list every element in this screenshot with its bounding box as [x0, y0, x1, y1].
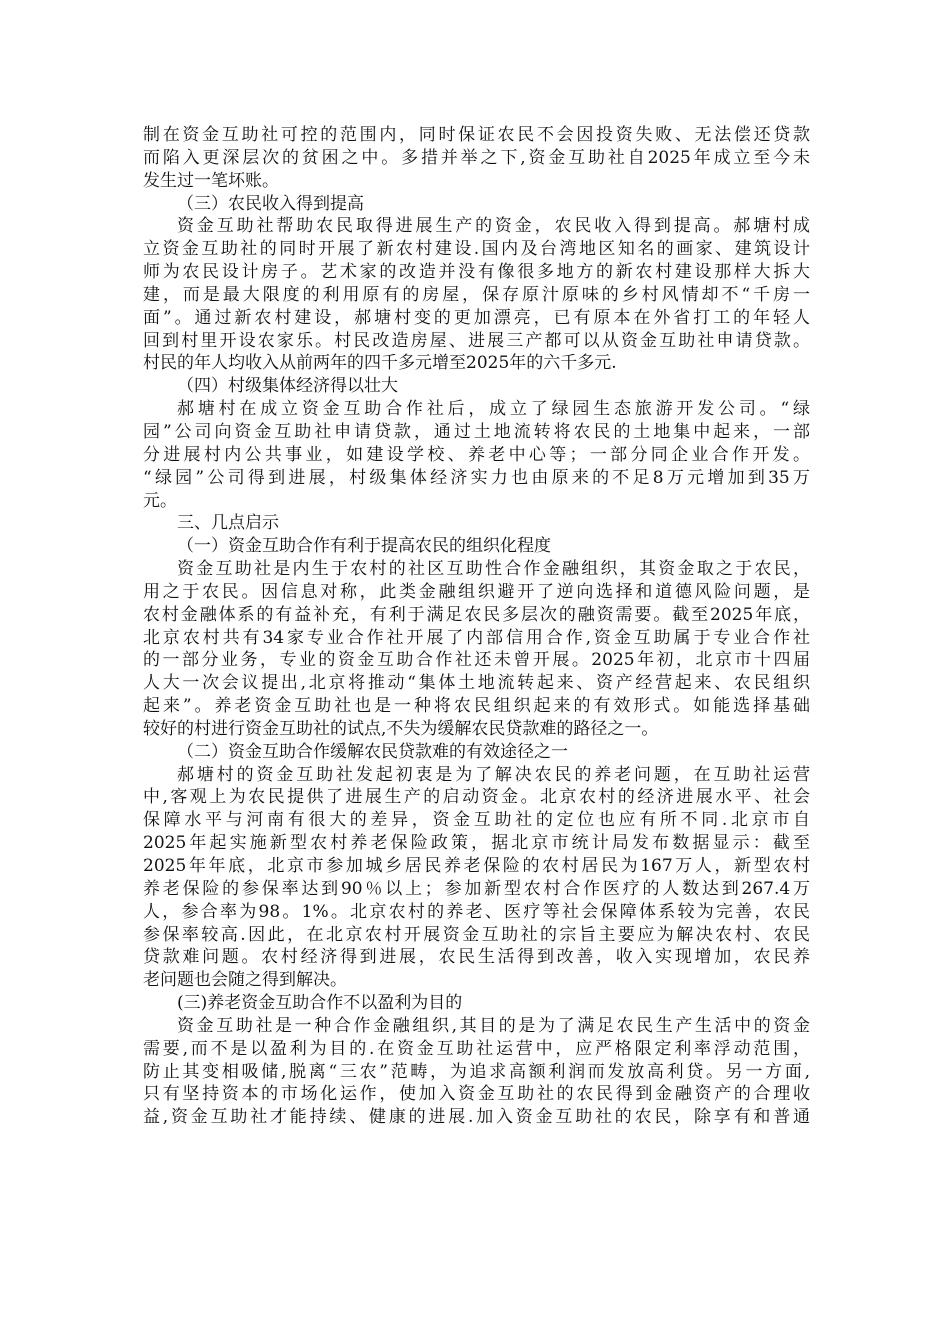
- text-line: 师为农民设计房子。艺术家的改造并没有像很多地方的新农村建设那样大拆大: [143, 262, 810, 283]
- text-line: 的一部分业务，专业的资金互助合作社还未曾开展。2025年初，北京市十四届: [143, 650, 810, 671]
- text-line: 贷款难问题。农村经济得到进展，农民生活得到改善，收入实现增加，农民养: [143, 947, 810, 968]
- text-line: 只有坚持资本的市场化运作，使加入资金互助社的农民得到金融资产的合理收: [143, 1084, 810, 1105]
- text-line: 起来”。养老资金互助社也是一种将农民组织起来的有效形式。如能选择基础: [143, 696, 810, 717]
- section-heading: （三）农民收入得到提高: [177, 193, 364, 214]
- text-line: 北京农村共有34家专业合作社开展了内部信用合作,资金互助属于专业合作社: [143, 627, 810, 648]
- text-line: “绿园”公司得到进展，村级集体经济实力也由原来的不足8万元增加到35万: [143, 467, 810, 488]
- text-line: 人，参合率为98。1%。北京农村的养老、医疗等社会保障体系较为完善，农民: [143, 901, 810, 922]
- section-heading: （二）资金互助合作缓解农民贷款难的有效途径之一: [177, 741, 568, 762]
- text-line: 养老保险的参保率达到90％以上；参加新型农村合作医疗的人数达到267.4万: [143, 878, 810, 899]
- text-line: 需要,而不是以盈利为目的.在资金互助社运营中，应严格限定利率浮动范围，: [143, 1038, 810, 1059]
- text-line: 保障水平与河南有很大的差异，资金互助社的定位也应有所不同.北京市自: [143, 810, 810, 831]
- paragraph-last-line: 较好的村进行资金互助社的试点,不失为缓解农民贷款难的路径之一。: [143, 718, 659, 739]
- text-line: 2025年起实施新型农村养老保险政策，据北京市统计局发布数据显示：截至: [143, 833, 810, 854]
- paragraph-first-line: 郝塘村的资金互助社发起初衷是为了解决农民的养老问题，在互助社运营: [177, 764, 810, 785]
- section-heading: (三)养老资金互助合作不以盈利为目的: [177, 993, 463, 1014]
- text-line: 制在资金互助社可控的范围内，同时保证农民不会因投资失败、无法偿还贷款: [143, 125, 810, 145]
- text-line: 建，而是最大限度的利用原有的房屋，保存原汁原味的乡村风情却不“千房一: [143, 284, 810, 305]
- text-line: 立资金互助社的同时开展了新农村建设.国内及台湾地区知名的画家、建筑设计: [143, 239, 810, 260]
- document-page: [143, 124, 810, 1129]
- text-line: 2025年年底，北京市参加城乡居民养老保险的农村居民为167万人，新型农村: [143, 856, 810, 876]
- paragraph-first-line: 郝塘村在成立资金互助合作社后，成立了绿园生态旅游开发公司。“绿: [177, 399, 810, 420]
- text-line: 防止其变相吸储,脱离“三农”范畴，为追求高额利润而发放高利贷。另一方面,: [143, 1061, 810, 1082]
- text-line: 园”公司向资金互助社申请贷款，通过土地流转将农民的土地集中起来，一部: [143, 421, 810, 442]
- text-line: 益,资金互助社才能持续、健康的进展.加入资金互助社的农民，除享有和普通: [143, 1107, 810, 1128]
- text-line: 人大一次会议提出,北京将推动“集体土地流转起来、资产经营起来、农民组织: [143, 673, 810, 694]
- paragraph-last-line: 村民的年人均收入从前两年的四千多元增至2025年的六千多元.: [143, 353, 617, 374]
- text-line: 用之于农民。因信息对称，此类金融组织避开了逆向选择和道德风险问题，是: [143, 581, 810, 602]
- section-heading: （一）资金互助合作有利于提高农民的组织化程度: [177, 536, 551, 557]
- paragraph-first-line: 资金互助社是内生于农村的社区互助性合作金融组织，其资金取之于农民，: [177, 559, 810, 580]
- paragraph-first-line: 资金互助社是一种合作金融组织,其目的是为了满足农民生产生活中的资金: [177, 1015, 810, 1036]
- text-line: 参保率较高.因此，在北京农村开展资金互助社的宗旨主要应为解决农村、农民: [143, 924, 810, 945]
- text-line: 中,客观上为农民提供了进展生产的启动资金。北京农村的经济进展水平、社会: [143, 787, 810, 808]
- section-heading: （四）村级集体经济得以壮大: [177, 376, 398, 397]
- section-heading: 三、几点启示: [177, 513, 279, 534]
- text-line: 分进展村内公共事业，如建设学校、养老中心等；一部分同企业合作开发。: [143, 444, 810, 465]
- paragraph-last-line: 发生过一笔坏账。: [143, 170, 279, 191]
- paragraph-last-line: 元。: [143, 490, 177, 511]
- text-line: 而陷入更深层次的贫困之中。多措并举之下,资金互助社自2025年成立至今未: [143, 147, 810, 168]
- text-line: 回到村里开设农家乐。村民改造房屋、进展三产都可以从资金互助社申请贷款。: [143, 330, 810, 351]
- text-line: 面”。通过新农村建设，郝塘村变的更加漂亮，已有原本在外省打工的年轻人: [143, 307, 810, 328]
- paragraph-first-line: 资金互助社帮助农民取得进展生产的资金，农民收入得到提高。郝塘村成: [177, 216, 810, 237]
- text-line: 农村金融体系的有益补充，有利于满足农民多层次的融资需要。截至2025年底，: [143, 604, 810, 625]
- paragraph-last-line: 老问题也会随之得到解决。: [143, 970, 347, 991]
